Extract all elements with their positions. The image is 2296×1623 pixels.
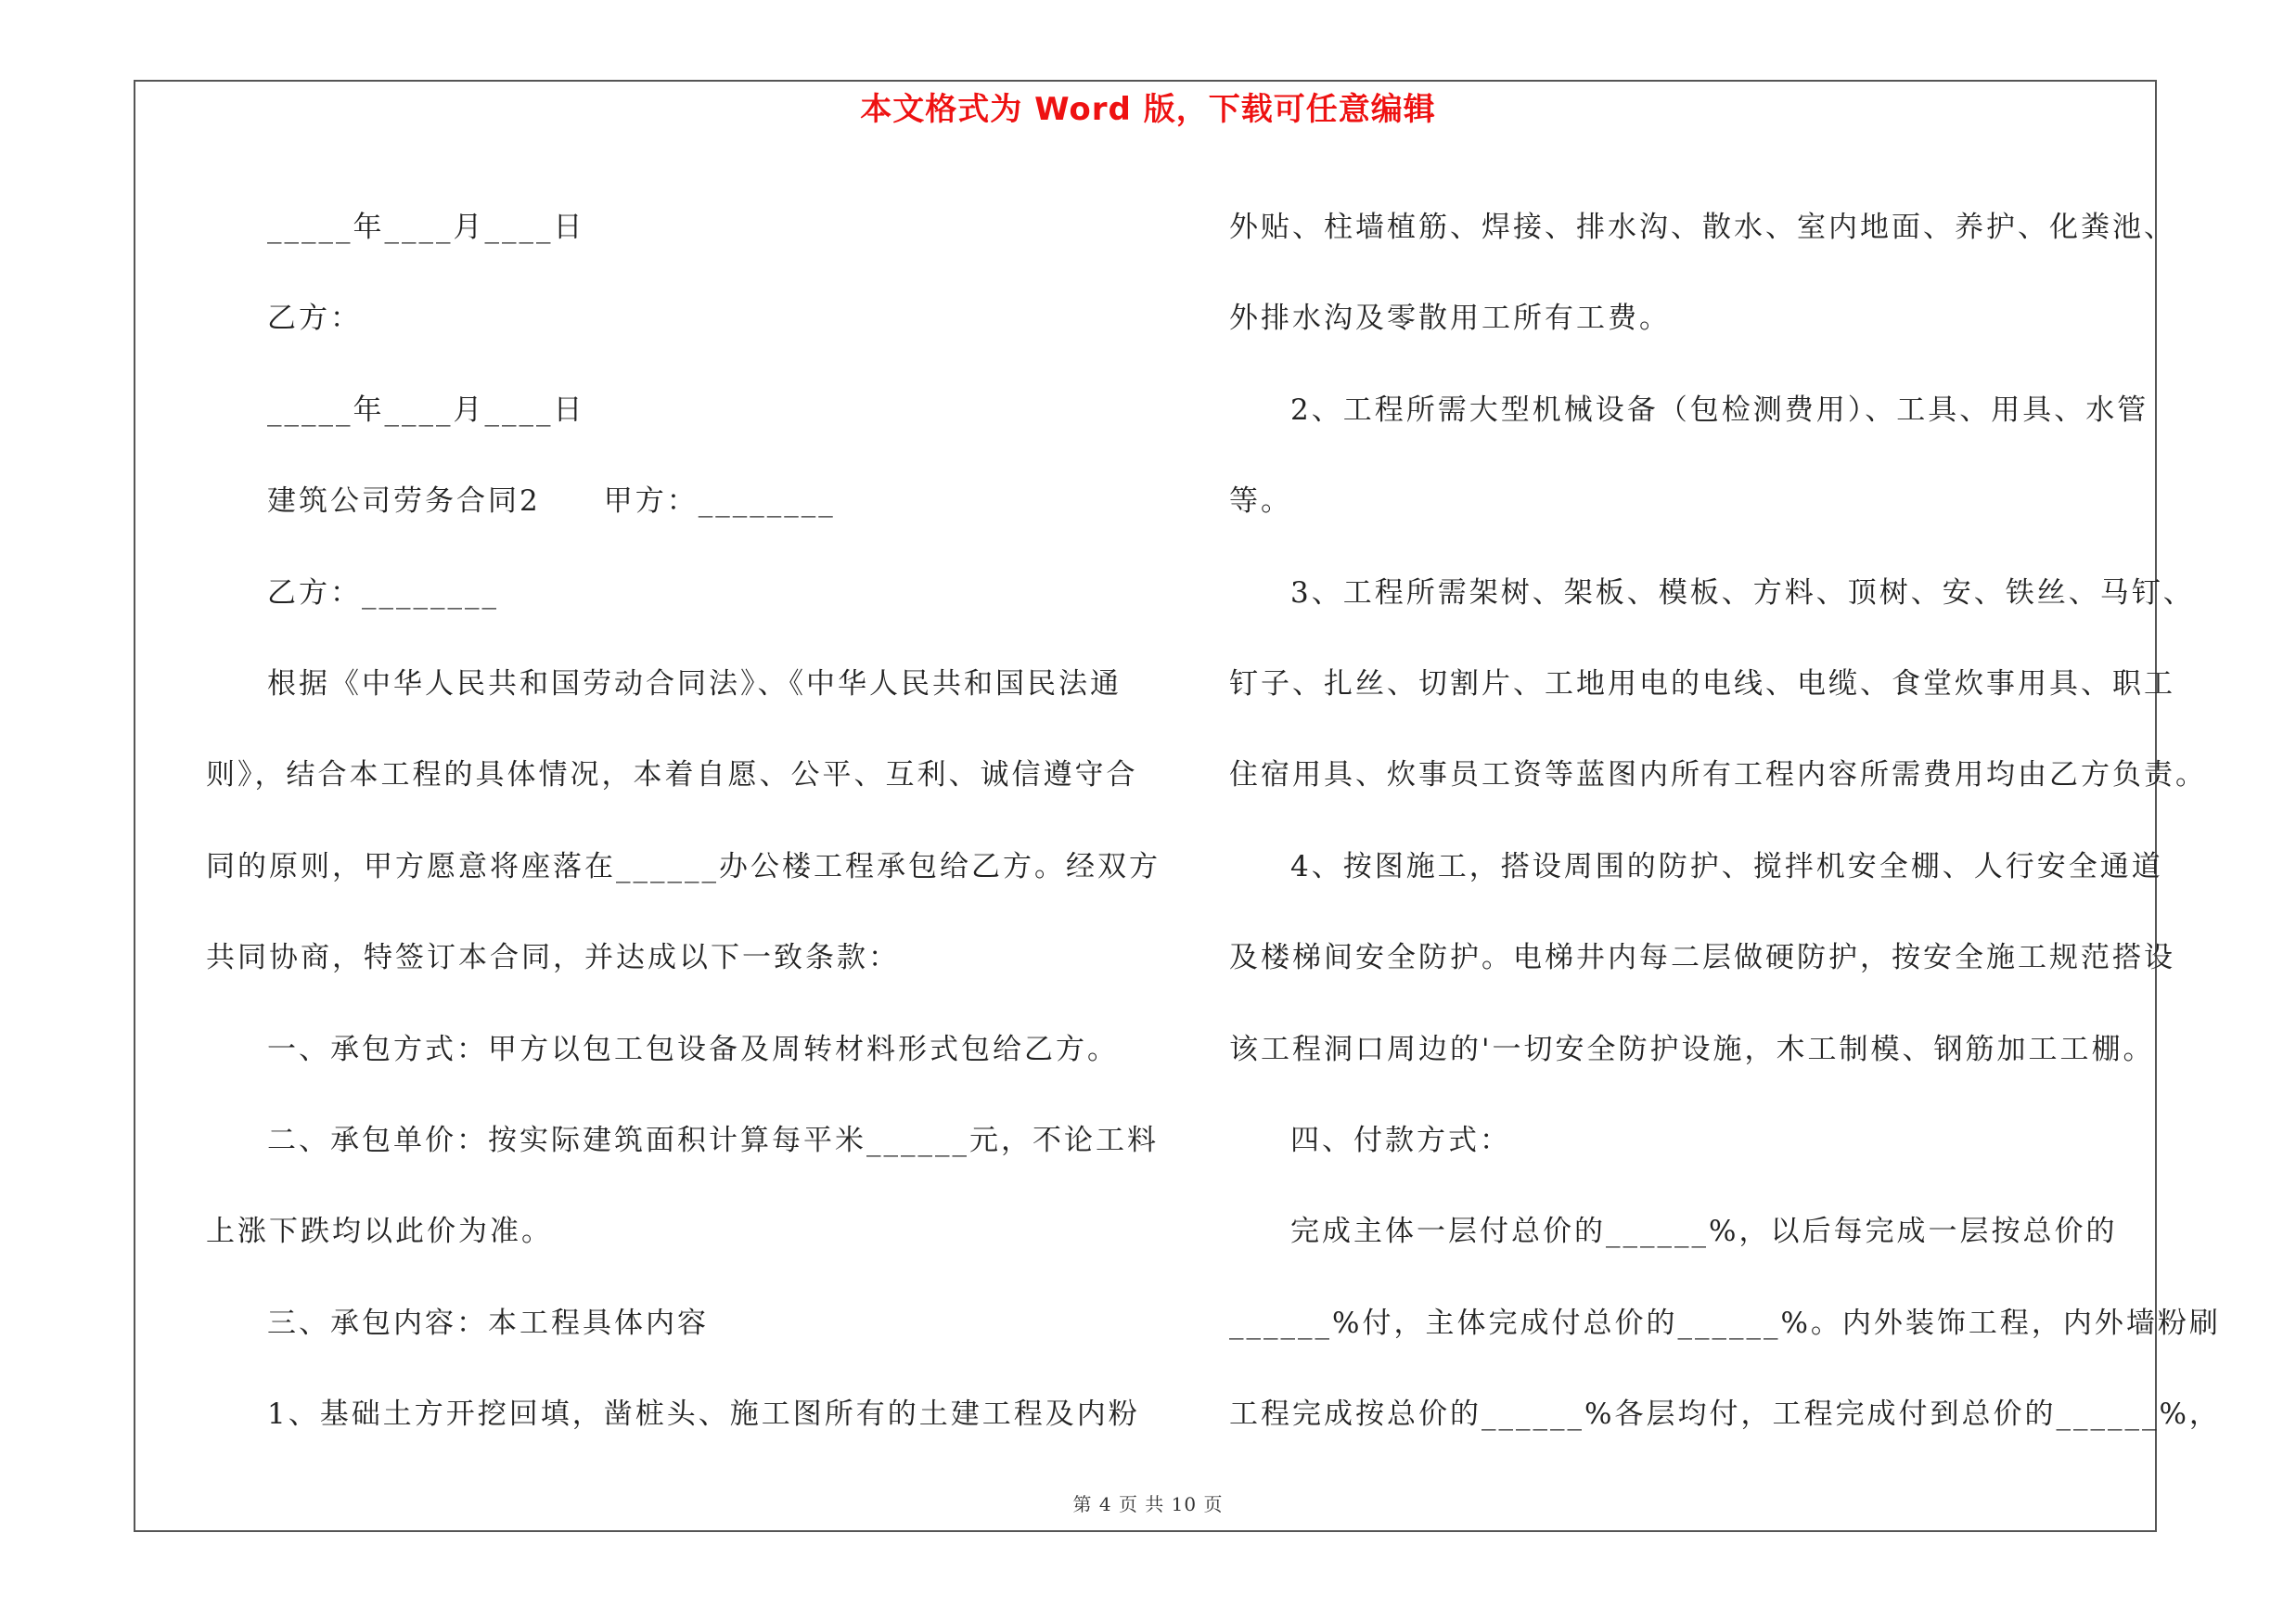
text-line: 该工程洞口周边的'一切安全防护设施，木工制模、钢筋加工工棚。	[1229, 1032, 2155, 1066]
text-line: 根据《中华人民共和国劳动合同法》、《中华人民共和国民法通	[267, 666, 1122, 701]
text-line: 外贴、柱墙植筋、焊接、排水沟、散水、室内地面、养护、化粪池、	[1229, 211, 2175, 244]
text-line: 一、承包方式：甲方以包工包设备及周转材料形式包给乙方。	[267, 1032, 1119, 1066]
text-line: 2、工程所需大型机械设备（包检测费用）、工具、用具、水管	[1290, 393, 2149, 427]
left-text-column	[206, 182, 1161, 1460]
text-line: ______%付，主体完成付总价的______%。内外装饰工程，内外墙粉刷	[1229, 1306, 2221, 1340]
text-line: 完成主体一层付总价的______%，以后每完成一层按总价的	[1290, 1215, 2118, 1249]
text-line: 4、按图施工，搭设周围的防护、搅拌机安全棚、人行安全通道	[1290, 849, 2163, 883]
text-line: 上涨下跌均以此价为准。	[206, 1215, 553, 1249]
text-line: 住宿用具、炊事员工资等蓝图内所有工程内容所需费用均由乙方负责。	[1229, 758, 2207, 792]
text-line: 同的原则，甲方愿意将座落在______办公楼工程承包给乙方。经双方	[206, 849, 1161, 883]
text-line: 三、承包内容：本工程具体内容	[267, 1306, 709, 1340]
text-line: 共同协商，特签订本合同，并达成以下一致条款：	[206, 941, 900, 975]
text-line: 乙方：________	[267, 575, 499, 610]
text-line: _____年____月____日	[267, 393, 585, 427]
word-format-banner: 本文格式为 Word 版，下载可任意编辑	[860, 91, 1436, 128]
text-line: 等。	[1229, 484, 1292, 519]
text-line: 建筑公司劳务合同2 甲方：________	[267, 484, 836, 519]
text-line: 工程完成按总价的______%各层均付，工程完成付到总价的______%，	[1229, 1398, 2221, 1432]
text-line: _____年____月____日	[267, 211, 585, 244]
text-line: 3、工程所需架树、架板、模板、方料、顶树、安、铁丝、马钉、	[1290, 575, 2195, 610]
right-text-column	[1229, 182, 2221, 1460]
text-line: 则》，结合本工程的具体情况，本着自愿、公平、互利、诚信遵守合	[206, 758, 1138, 792]
text-line: 及楼梯间安全防护。电梯井内每二层做硬防护，按安全施工规范搭设	[1229, 941, 2175, 975]
text-line: 1、基础土方开挖回填，凿桩头、施工图所有的土建工程及内粉	[267, 1398, 1140, 1432]
text-line: 外排水沟及零散用工所有工费。	[1229, 302, 1671, 336]
text-line: 钉子、扎丝、切割片、工地用电的电线、电缆、食堂炊事用具、职工	[1229, 666, 2175, 701]
page-number-footer: 第 4 页 共 10 页	[1072, 1493, 1224, 1515]
text-line: 二、承包单价：按实际建筑面积计算每平米______元，不论工料	[267, 1123, 1159, 1157]
text-line: 四、付款方式：	[1290, 1123, 1511, 1157]
text-line: 乙方：	[267, 302, 362, 336]
